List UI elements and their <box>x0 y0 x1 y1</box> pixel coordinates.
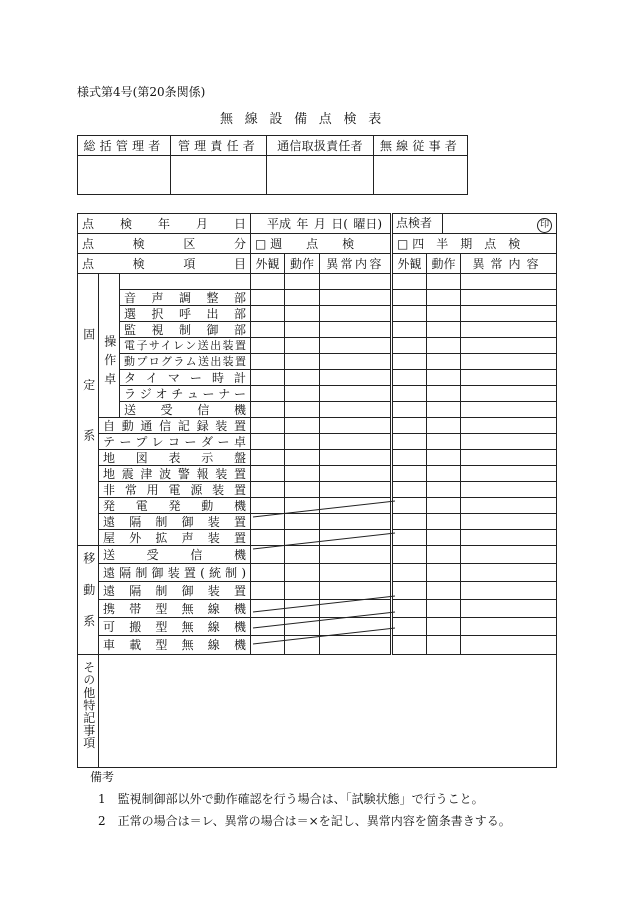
cell[interactable] <box>461 600 557 618</box>
year-label: 年 <box>296 216 309 231</box>
item-console-5: タイマー時計 <box>120 370 251 386</box>
cell[interactable] <box>320 338 392 354</box>
cell[interactable] <box>461 450 557 466</box>
cell <box>251 618 285 636</box>
category-row <box>78 234 557 254</box>
other-notes-label-cell <box>78 654 99 767</box>
cell[interactable] <box>320 450 392 466</box>
cell[interactable] <box>427 564 461 582</box>
item-fixed-6: 遠隔制御装置 <box>99 514 251 530</box>
cell[interactable] <box>251 564 285 582</box>
month-label: 月 <box>313 216 326 231</box>
cell <box>251 636 285 654</box>
cell[interactable] <box>320 482 392 498</box>
cell[interactable] <box>251 514 285 530</box>
cell[interactable] <box>461 370 557 386</box>
cell[interactable] <box>427 370 461 386</box>
cell <box>461 498 557 514</box>
cell[interactable] <box>285 370 320 386</box>
cell[interactable] <box>251 306 285 322</box>
item-console-3: 電子サイレン送出装置 <box>120 338 251 354</box>
item-fixed-3: 地震津波警報装置 <box>99 466 251 482</box>
col-abnormal-weekly: 異常内容 <box>320 254 392 274</box>
cell[interactable] <box>320 274 392 290</box>
cell <box>320 618 392 636</box>
cell <box>427 514 461 530</box>
cell[interactable] <box>251 434 285 450</box>
item-header-row <box>78 254 557 274</box>
cell[interactable] <box>251 546 285 564</box>
cell[interactable] <box>461 582 557 600</box>
cell[interactable] <box>392 546 427 564</box>
cell[interactable] <box>392 386 427 402</box>
cell[interactable] <box>285 386 320 402</box>
cell[interactable] <box>392 354 427 370</box>
cell[interactable] <box>320 290 392 306</box>
cell[interactable] <box>251 386 285 402</box>
item-console-2: 監視制御部 <box>120 322 251 338</box>
cell[interactable] <box>285 274 320 290</box>
cell[interactable] <box>392 564 427 582</box>
col-appearance-quarterly: 外観 <box>392 254 427 274</box>
cell[interactable] <box>461 306 557 322</box>
cell[interactable] <box>461 618 557 636</box>
cell[interactable] <box>427 290 461 306</box>
date-field[interactable] <box>251 214 392 234</box>
cell[interactable] <box>427 618 461 636</box>
inspector-field[interactable] <box>392 214 557 234</box>
item-label: 点検項目 <box>78 254 251 274</box>
cell[interactable] <box>251 582 285 600</box>
cell[interactable] <box>285 306 320 322</box>
cell[interactable] <box>285 582 320 600</box>
group-fixed-label: 固定系 <box>81 328 96 480</box>
inspector-label: 点検者 <box>393 214 443 233</box>
header-general-manager: 総括管理者 <box>78 136 171 156</box>
day-label: 日( <box>331 216 348 231</box>
cell[interactable] <box>251 338 285 354</box>
cell <box>427 498 461 514</box>
col-operation-quarterly: 動作 <box>427 254 461 274</box>
cell[interactable] <box>392 636 427 654</box>
cell <box>461 530 557 546</box>
manager-cell[interactable] <box>171 156 267 195</box>
note-item-2: 2 正常の場合は＝レ、異常の場合は＝×を記し、異常内容を箇条書きする。 <box>98 814 511 828</box>
header-operator: 無線従事者 <box>374 136 468 156</box>
note-item-1: 1 監視制御部以外で動作確認を行う場合は、「試験状態」で行うこと。 <box>98 792 484 806</box>
cell[interactable] <box>320 386 392 402</box>
cell[interactable] <box>427 582 461 600</box>
console-group <box>99 274 120 418</box>
item-mobile-3: 携帯型無線機 <box>99 600 251 618</box>
cell[interactable] <box>285 402 320 418</box>
header-comm-manager: 通信取扱責任者 <box>267 136 374 156</box>
cell[interactable] <box>251 482 285 498</box>
cell[interactable] <box>392 290 427 306</box>
cell[interactable] <box>392 482 427 498</box>
spacer-row <box>120 274 251 290</box>
cell[interactable] <box>461 546 557 564</box>
cell <box>427 530 461 546</box>
cell <box>285 600 320 618</box>
cell[interactable] <box>285 514 320 530</box>
weekday-label: 曜日) <box>353 216 382 231</box>
cell[interactable] <box>251 322 285 338</box>
cell <box>285 618 320 636</box>
cell <box>392 498 427 514</box>
item-fixed-0: 自動通信記録装置 <box>99 418 251 434</box>
cell[interactable] <box>320 564 392 582</box>
item-console-4: 動プログラム送出装置 <box>120 354 251 370</box>
group-fixed <box>78 274 99 546</box>
cell[interactable] <box>427 402 461 418</box>
cell[interactable] <box>427 450 461 466</box>
cell <box>285 636 320 654</box>
cell[interactable] <box>285 450 320 466</box>
cell[interactable] <box>285 418 320 434</box>
weekly-check[interactable]: □ 週 点 検 <box>251 234 392 254</box>
other-notes-field[interactable] <box>99 654 557 767</box>
cell[interactable] <box>320 514 392 530</box>
cell[interactable] <box>427 418 461 434</box>
cell[interactable] <box>251 290 285 306</box>
col-abnormal-quarterly: 異常内容 <box>461 254 557 274</box>
cell[interactable] <box>251 466 285 482</box>
item-mobile-0: 送受信機 <box>99 546 251 564</box>
cell[interactable] <box>427 354 461 370</box>
cell[interactable] <box>392 370 427 386</box>
item-fixed-1: テープレコーダー卓 <box>99 434 251 450</box>
cell[interactable] <box>285 434 320 450</box>
cell[interactable] <box>461 322 557 338</box>
seal-mark: 印 <box>537 218 552 233</box>
cell[interactable] <box>461 418 557 434</box>
item-fixed-2: 地図表示盤 <box>99 450 251 466</box>
item-mobile-5: 車載型無線機 <box>99 636 251 654</box>
cell[interactable] <box>427 306 461 322</box>
cell[interactable] <box>427 338 461 354</box>
cell[interactable] <box>427 466 461 482</box>
notes-section <box>90 766 511 832</box>
date-label: 点検年月日 <box>78 214 251 234</box>
cell[interactable] <box>320 354 392 370</box>
operator-cell[interactable] <box>374 156 468 195</box>
comm-manager-cell[interactable] <box>267 156 374 195</box>
cell[interactable] <box>427 386 461 402</box>
cell[interactable] <box>251 530 285 546</box>
cell[interactable] <box>251 370 285 386</box>
form-label: 様式第4号(第20条関係) <box>77 85 206 99</box>
cell[interactable] <box>251 498 285 514</box>
item-mobile-4: 可搬型無線機 <box>99 618 251 636</box>
cell[interactable] <box>320 434 392 450</box>
cell[interactable] <box>285 322 320 338</box>
item-fixed-7: 屋外拡声装置 <box>99 530 251 546</box>
cell[interactable] <box>427 636 461 654</box>
cell[interactable] <box>285 482 320 498</box>
date-row <box>78 214 557 234</box>
cell[interactable] <box>285 498 320 514</box>
cell[interactable] <box>461 338 557 354</box>
cell[interactable] <box>392 306 427 322</box>
item-mobile-2: 遠隔制御装置 <box>99 582 251 600</box>
era-label: 平成 <box>267 216 292 231</box>
cell[interactable] <box>461 290 557 306</box>
cell[interactable] <box>461 274 557 290</box>
cell[interactable] <box>392 466 427 482</box>
item-console-7: 送受信機 <box>120 402 251 418</box>
cell <box>251 600 285 618</box>
col-operation-weekly: 動作 <box>285 254 320 274</box>
cell[interactable] <box>392 618 427 636</box>
cell[interactable] <box>320 418 392 434</box>
cell[interactable] <box>392 418 427 434</box>
cell[interactable] <box>461 402 557 418</box>
cell[interactable] <box>392 434 427 450</box>
cell[interactable] <box>461 434 557 450</box>
staff-table <box>77 135 468 195</box>
cell[interactable] <box>392 582 427 600</box>
cell[interactable] <box>320 530 392 546</box>
cell <box>320 600 392 618</box>
cell[interactable] <box>427 482 461 498</box>
group-mobile-label: 移動系 <box>81 552 96 646</box>
notes-heading: 備考 <box>90 770 115 784</box>
cell[interactable] <box>461 482 557 498</box>
cell[interactable] <box>320 546 392 564</box>
cell[interactable] <box>392 338 427 354</box>
cell[interactable] <box>427 600 461 618</box>
cell[interactable] <box>251 402 285 418</box>
cell <box>392 514 427 530</box>
col-appearance-weekly: 外観 <box>251 254 285 274</box>
cell[interactable] <box>285 546 320 564</box>
cell[interactable] <box>427 274 461 290</box>
item-mobile-1: 遠隔制御装置(統制) <box>99 564 251 582</box>
quarterly-check[interactable]: □ 四 半 期 点 検 <box>392 234 557 254</box>
cell[interactable] <box>320 466 392 482</box>
cell[interactable] <box>427 546 461 564</box>
cell[interactable] <box>320 402 392 418</box>
cell[interactable] <box>320 370 392 386</box>
cell[interactable] <box>251 274 285 290</box>
cell[interactable] <box>392 450 427 466</box>
cell[interactable] <box>392 322 427 338</box>
item-fixed-5: 発電発動機 <box>99 498 251 514</box>
cell[interactable] <box>392 600 427 618</box>
cell[interactable] <box>285 290 320 306</box>
inspection-table <box>77 213 557 768</box>
cell[interactable] <box>427 434 461 450</box>
cell[interactable] <box>461 636 557 654</box>
other-notes-label: その他特記事項 <box>81 660 96 749</box>
group-mobile <box>78 546 99 655</box>
cell[interactable] <box>461 466 557 482</box>
item-console-0: 音声調整部 <box>120 290 251 306</box>
cell[interactable] <box>285 338 320 354</box>
cell <box>392 530 427 546</box>
item-fixed-4: 非常用電源装置 <box>99 482 251 498</box>
console-label: 操作卓 <box>102 334 117 391</box>
cell[interactable] <box>392 274 427 290</box>
cell[interactable] <box>285 466 320 482</box>
cell[interactable] <box>320 306 392 322</box>
cell[interactable] <box>285 354 320 370</box>
cell[interactable] <box>461 354 557 370</box>
item-console-1: 選択呼出部 <box>120 306 251 322</box>
general-manager-cell[interactable] <box>78 156 171 195</box>
cell[interactable] <box>285 564 320 582</box>
cell[interactable] <box>461 386 557 402</box>
category-label: 点検区分 <box>78 234 251 254</box>
header-manager: 管理責任者 <box>171 136 267 156</box>
cell[interactable] <box>320 582 392 600</box>
cell[interactable] <box>461 564 557 582</box>
cell[interactable] <box>285 530 320 546</box>
document-title: 無線設備点検表 <box>220 112 393 127</box>
cell[interactable] <box>251 354 285 370</box>
cell <box>461 514 557 530</box>
cell[interactable] <box>251 418 285 434</box>
item-console-6: ラジオチューナー <box>120 386 251 402</box>
cell[interactable] <box>251 450 285 466</box>
cell[interactable] <box>427 322 461 338</box>
cell <box>320 636 392 654</box>
cell[interactable] <box>320 498 392 514</box>
cell[interactable] <box>392 402 427 418</box>
cell[interactable] <box>320 322 392 338</box>
